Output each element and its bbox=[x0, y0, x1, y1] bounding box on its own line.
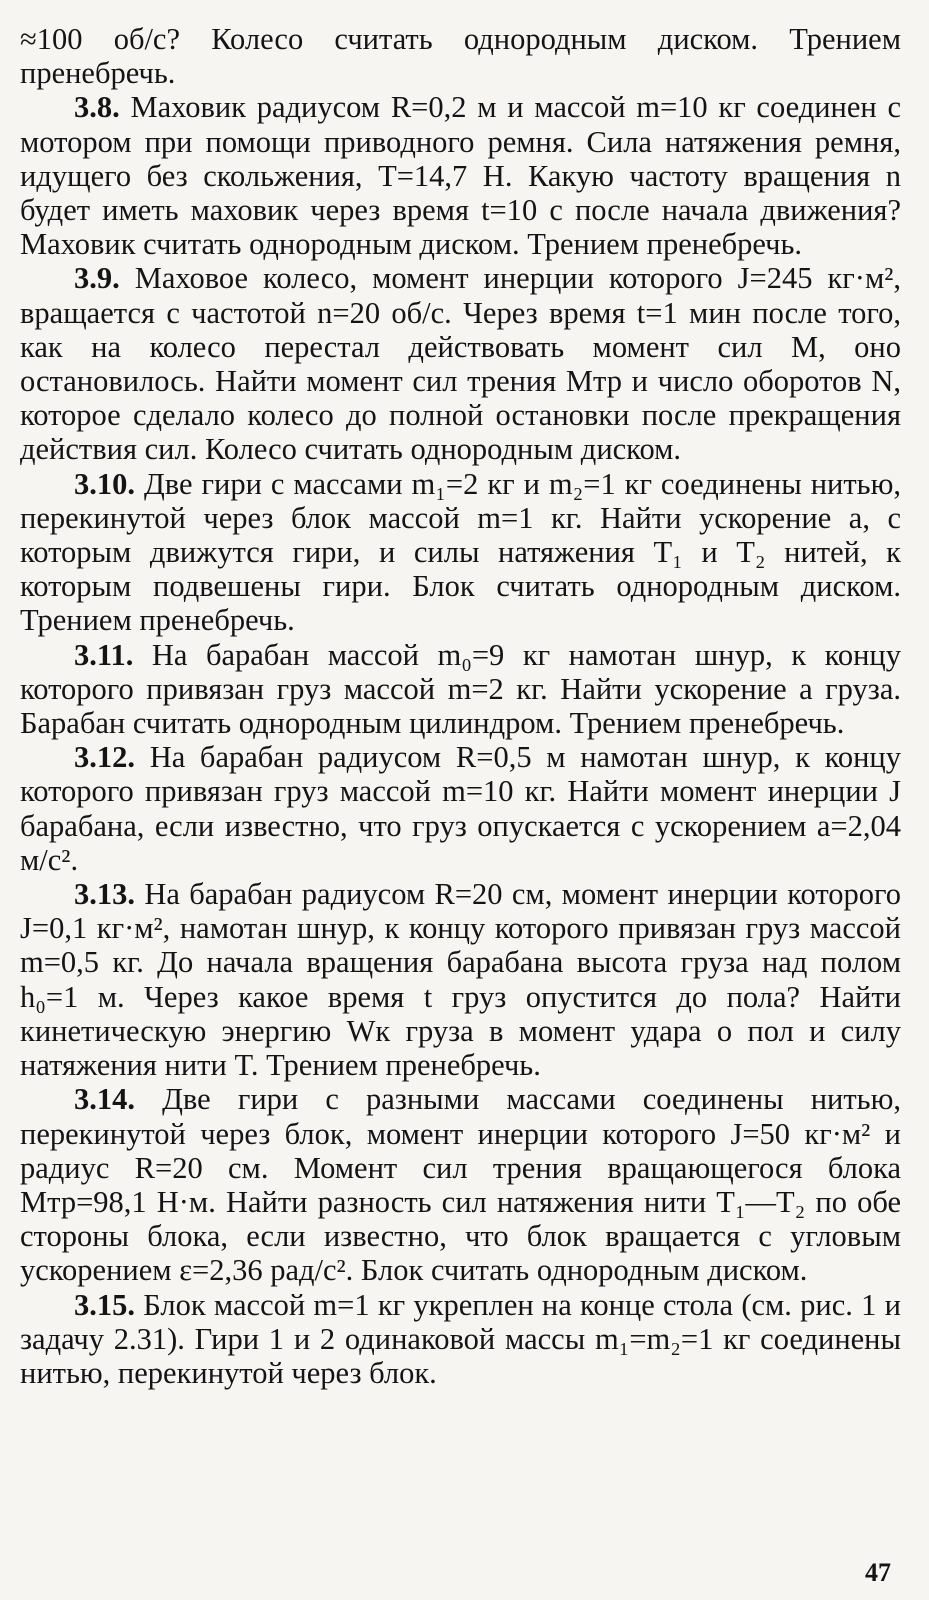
problem-3-13 bbox=[20, 877, 901, 1082]
problem-number: 3.8. bbox=[74, 90, 120, 125]
problem-text: Две гири с массами m₁=2 кг и m₂=1 кг соединены нитью, перекинутой через блок массой m=1 кг. Найти ускорение a, с которым движутся гири, и силы натяжения T₁ и T₂ нитей, к которым подвешены гири. Блок считать однородным диском. Трением пренебречь. bbox=[20, 466, 901, 638]
problem-text: На барабан радиусом R=20 см, момент инерции которого J=0,1 кг·м², намотан шнур, к концу которого привязан груз массой m=0,5 кг. До начала вращения барабана высота груза над полом h₀=1 м. Через какое время t груз опустится до пола? Найти кинетическую энергию Wк груза в момент удара о пол и силу натяжения нити T. Трением пренебречь. bbox=[20, 877, 901, 1083]
problem-text: На барабан массой m₀=9 кг намотан шнур, к концу которого привязан груз массой m=2 кг. Найти ускорение a груза. Барабан считать однородным цилиндром. Трением пренебречь. bbox=[20, 637, 901, 741]
problem-3-8 bbox=[20, 90, 901, 261]
problem-text: Маховик радиусом R=0,2 м и массой m=10 кг соединен с мотором при помощи приводного ремня. Сила натяжения ремня, идущего без скольжения, T=14,7 Н. Какую частоту вращения n будет иметь маховик через время t=10 с после начала движения? Маховик считать однородным диском. Трением пренебречь. bbox=[20, 90, 901, 262]
problem-number: 3.10. bbox=[74, 466, 135, 501]
problem-3-12 bbox=[20, 740, 901, 877]
problem-3-10 bbox=[20, 467, 901, 638]
problem-3-9 bbox=[20, 261, 901, 466]
problem-text: На барабан радиусом R=0,5 м намотан шнур, к концу которого привязан груз массой m=10 кг. Найти момент инерции J барабана, если известно, что груз опускается с ускорением a=2,04 м/с². bbox=[20, 740, 902, 877]
page-number: 47 bbox=[865, 1558, 891, 1587]
problem-number: 3.11. bbox=[74, 637, 134, 672]
problem-text: Маховое колесо, момент инерции которого J=245 кг·м², вращается с частотой n=20 об/с. Через время t=1 мин после того, как на колесо перестал действовать момент сил M, оно остановилось. Найти момент сил трения Mтр и число оборотов N, которое сделало колесо до полной остановки после прекращения действия сил. Колесо считать однородным диском. bbox=[20, 261, 902, 467]
intro-paragraph: ≈100 об/с? Колесо считать однородным диском. Трением пренебречь. bbox=[20, 22, 901, 91]
problem-number: 3.9. bbox=[74, 261, 120, 296]
problem-text: Две гири с разными массами соединены нитью, перекинутой через блок, момент инерции которого J=50 кг·м² и радиус R=20 см. Момент сил трения вращающегося блока Mтр=98,1 Н·м. Найти разность сил натяжения нити T₁—T₂ по обе стороны блока, если известно, что блок вращается с угловым ускорением ε=2,36 рад/с². Блок считать однородным диском. bbox=[20, 1082, 901, 1288]
problem-text: Блок массой m=1 кг укреплен на конце стола (см. рис. 1 и задачу 2.31). Гири 1 и 2 одинаковой массы m₁=m₂=1 кг соединены нитью, перекинутой через блок. bbox=[20, 1287, 901, 1390]
problem-number: 3.15. bbox=[74, 1287, 135, 1322]
problem-3-11 bbox=[20, 638, 901, 741]
problem-number: 3.14. bbox=[74, 1082, 135, 1117]
problem-number: 3.12. bbox=[74, 740, 135, 775]
problem-list bbox=[20, 90, 901, 1390]
problem-number: 3.13. bbox=[74, 877, 135, 912]
problem-3-14 bbox=[20, 1082, 901, 1287]
problem-3-15 bbox=[20, 1288, 901, 1391]
